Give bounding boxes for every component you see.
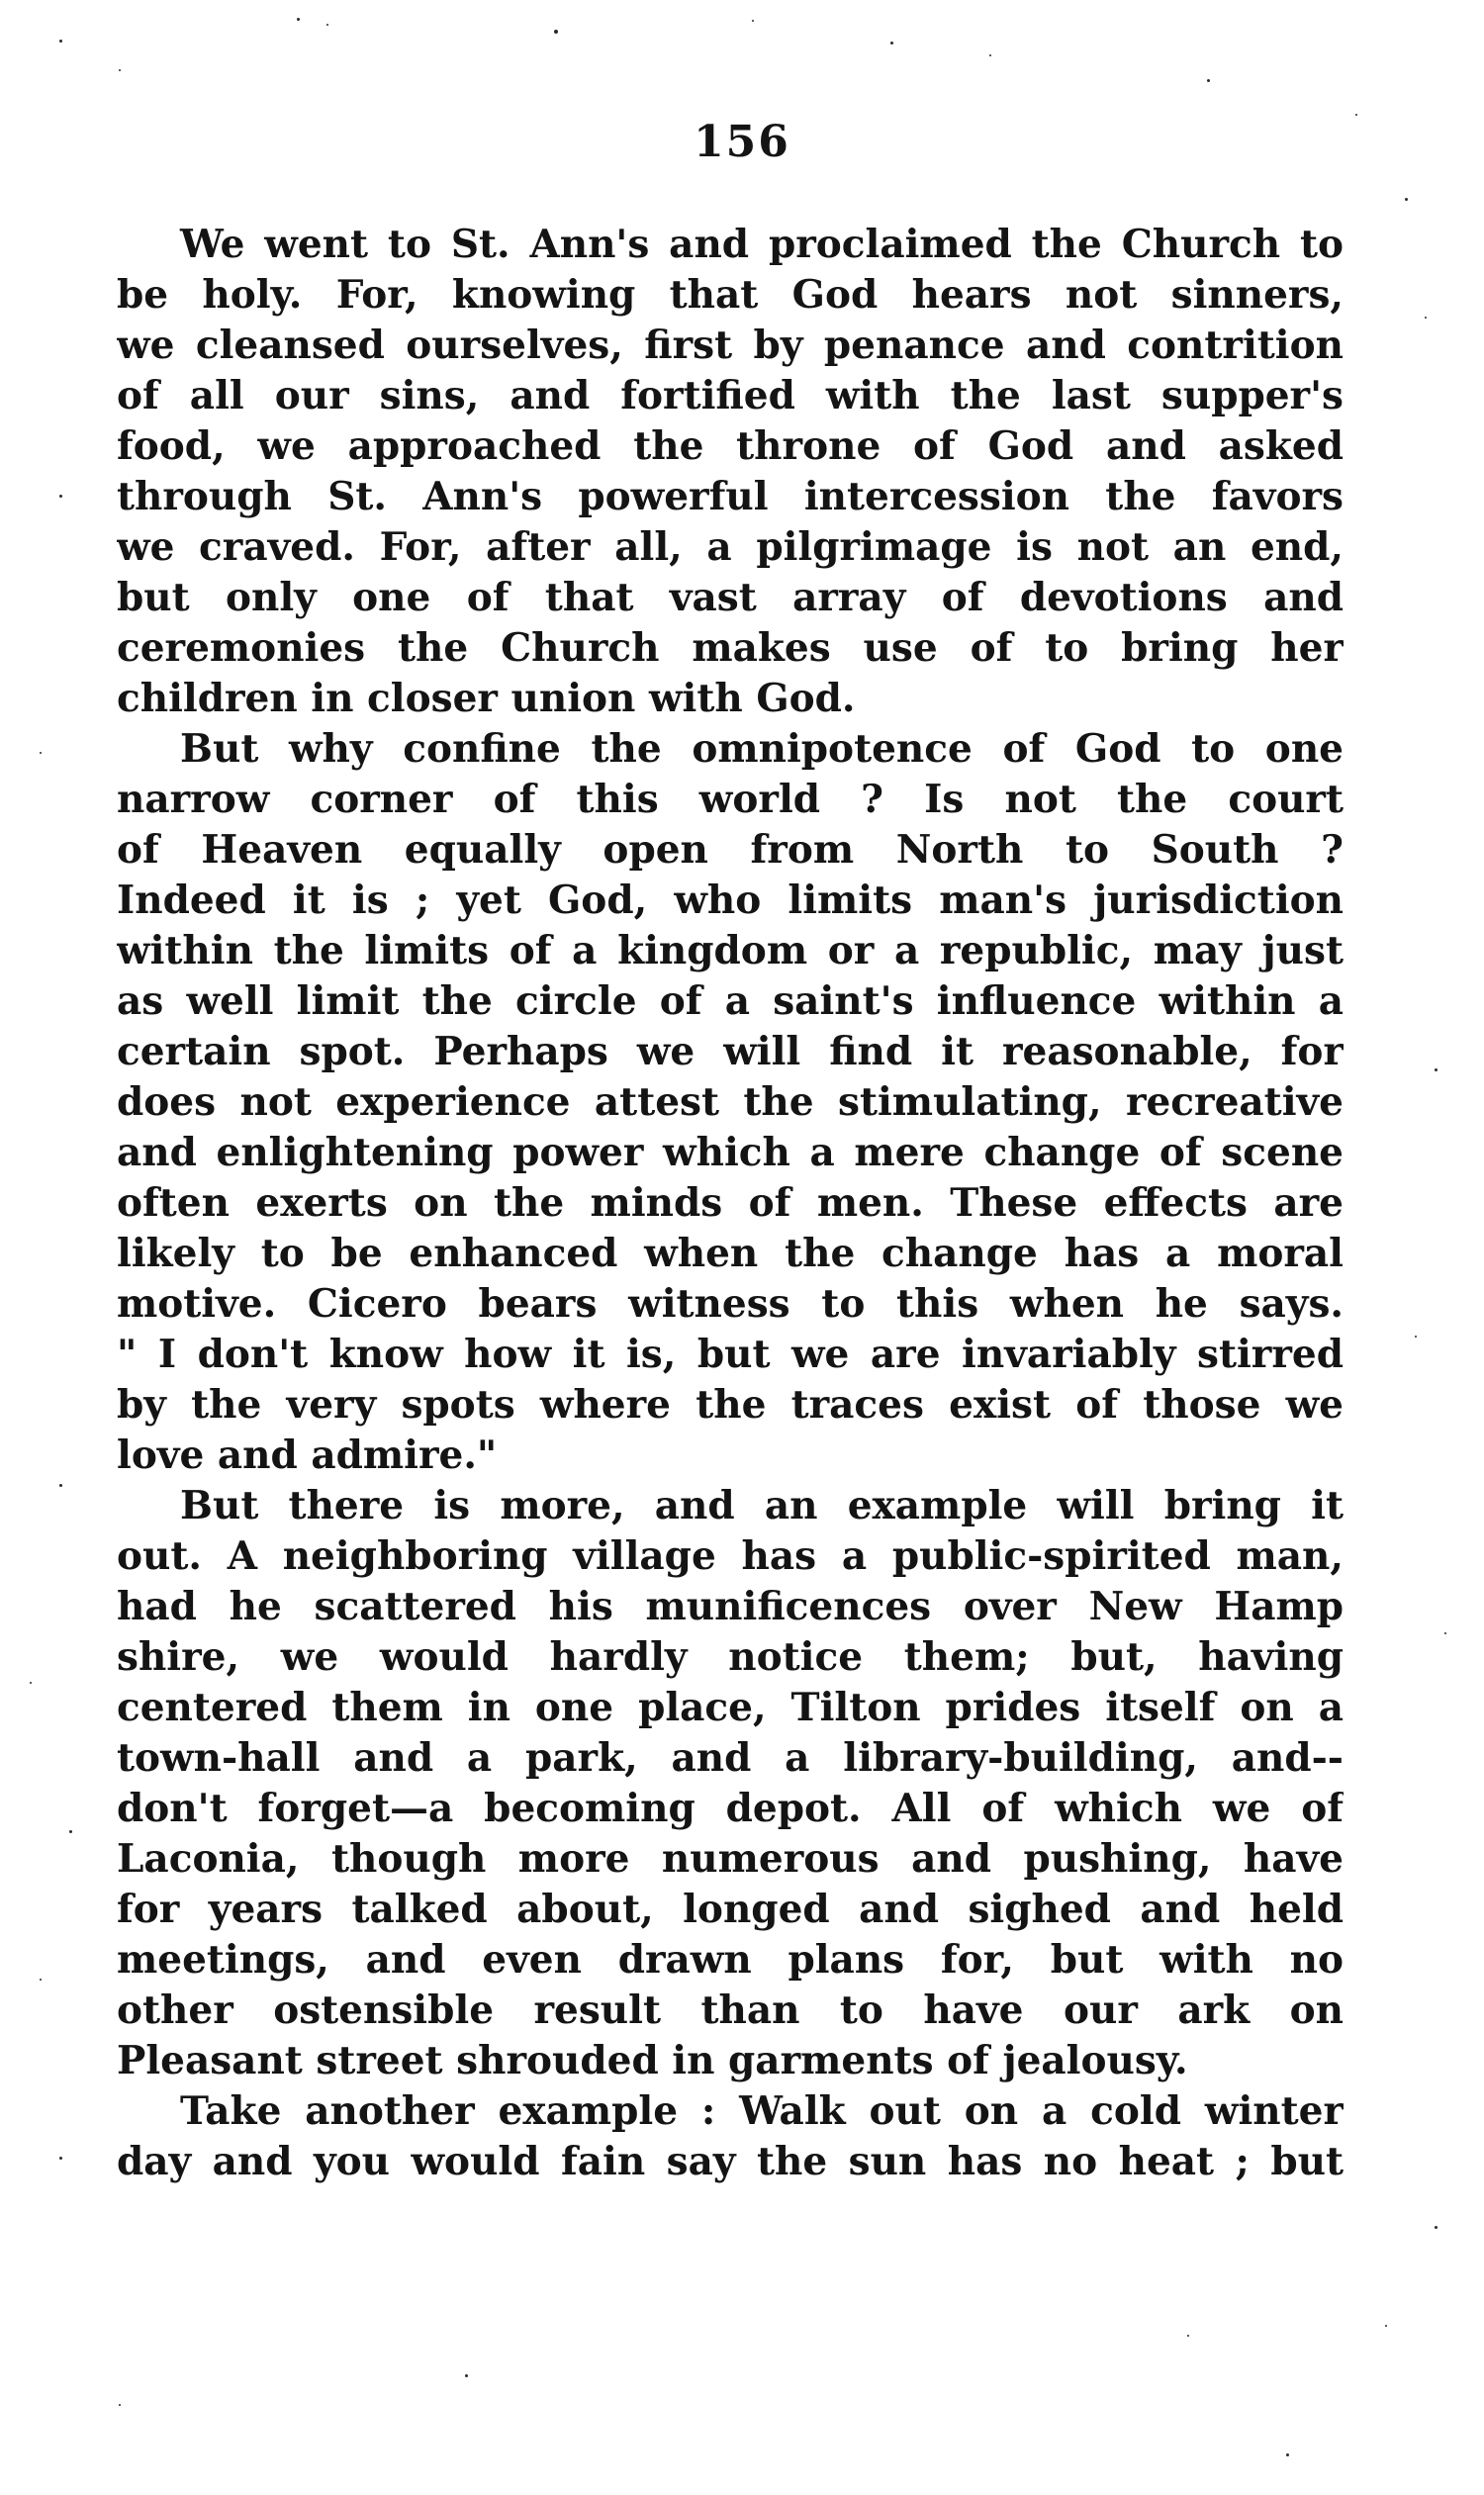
text-line: narrow corner of this world ? Is not the court [117, 777, 1344, 822]
text-line: and enlightening power which a mere change of scene [117, 1130, 1344, 1175]
speck [1425, 317, 1427, 319]
page-number: 156 [694, 117, 790, 167]
text-line: But there is more, and an example will bring it [180, 1483, 1344, 1528]
text-line: but only one of that vast array of devotions and [117, 575, 1344, 620]
text-line: for years talked about, longed and sighed and held [117, 1887, 1344, 1932]
speck [119, 2404, 121, 2406]
text-line: children in closer union with God. [117, 676, 856, 721]
speck [1207, 79, 1210, 82]
text-line: of Heaven equally open from North to South ? [117, 827, 1344, 873]
text-line: does not experience attest the stimulating, recreative [117, 1079, 1344, 1125]
text-line: meetings, and even drawn plans for, but with no [117, 1937, 1344, 1983]
speck [1385, 2325, 1387, 2327]
text-line: But why confine the omnipotence of God to one [180, 726, 1344, 772]
speck [59, 2157, 62, 2160]
speck [1435, 2226, 1438, 2229]
speck [40, 752, 42, 754]
text-line: other ostensible result than to have our ark on [117, 1987, 1344, 2033]
speck [890, 42, 893, 45]
text-line: out. A neighboring village has a public-spirited man, [117, 1533, 1344, 1579]
speck [59, 1484, 62, 1487]
text-line: " I don't know how it is, but we are invariably stirred [117, 1332, 1344, 1377]
speck [1444, 1632, 1446, 1634]
text-line: within the limits of a kingdom or a republic, may just [117, 928, 1344, 973]
speck [69, 1830, 72, 1833]
speck [297, 18, 300, 21]
speck [989, 54, 991, 56]
speck [752, 20, 754, 22]
speck [1355, 114, 1357, 116]
text-line: ceremonies the Church makes use of to bring her [117, 625, 1344, 671]
speck [1415, 1336, 1417, 1338]
body-text [117, 220, 1344, 2187]
speck [59, 40, 62, 43]
text-line: town-hall and a park, and a library-building, and-- [117, 1735, 1344, 1781]
text-line: shire, we would hardly notice them; but, having [117, 1634, 1344, 1680]
text-line: by the very spots where the traces exist of those we [117, 1382, 1344, 1428]
text-line: love and admire." [117, 1432, 498, 1478]
speck [1286, 2453, 1289, 2456]
text-line: through St. Ann's powerful intercession the favors [117, 474, 1344, 519]
speck [40, 1979, 42, 1981]
speck [465, 2374, 468, 2377]
text-line: food, we approached the throne of God and asked [117, 423, 1344, 469]
text-line: we cleansed ourselves, first by penance and contrition [117, 323, 1344, 368]
text-line: had he scattered his munificences over New Hamp [117, 1584, 1344, 1629]
text-line: Laconia, though more numerous and pushing, have [117, 1836, 1344, 1882]
speck [326, 24, 328, 26]
text-line: likely to be enhanced when the change has a moral [117, 1231, 1344, 1276]
text-line: of all our sins, and fortified with the last supper's [117, 373, 1344, 418]
text-line: day and you would fain say the sun has no heat ; but [117, 2139, 1344, 2184]
speck [1435, 1068, 1438, 1071]
text-line: Indeed it is ; yet God, who limits man's jurisdiction [117, 878, 1344, 923]
speck [119, 69, 121, 71]
text-line: be holy. For, knowing that God hears not sinners, [117, 272, 1344, 318]
text-line: as well limit the circle of a saint's influence within a [117, 978, 1344, 1024]
text-line: Pleasant street shrouded in garments of jealousy. [117, 2038, 1188, 2083]
speck [1187, 2335, 1189, 2337]
text-line: We went to St. Ann's and proclaimed the Church to [180, 222, 1344, 267]
speck [59, 495, 62, 498]
speck [1405, 198, 1408, 201]
text-line: don't forget—a becoming depot. All of which we of [117, 1786, 1344, 1831]
speck [30, 1682, 32, 1684]
text-line: often exerts on the minds of men. These effects are [117, 1180, 1344, 1226]
text-line: Take another example : Walk out on a cold winter [180, 2088, 1344, 2134]
text-line: we craved. For, after all, a pilgrimage is not an end, [117, 524, 1344, 570]
text-line: centered them in one place, Tilton prides itself on a [117, 1685, 1344, 1730]
text-line: certain spot. Perhaps we will find it reasonable, for [117, 1029, 1344, 1074]
speck [554, 30, 558, 34]
text-line: motive. Cicero bears witness to this when he says. [117, 1281, 1344, 1327]
